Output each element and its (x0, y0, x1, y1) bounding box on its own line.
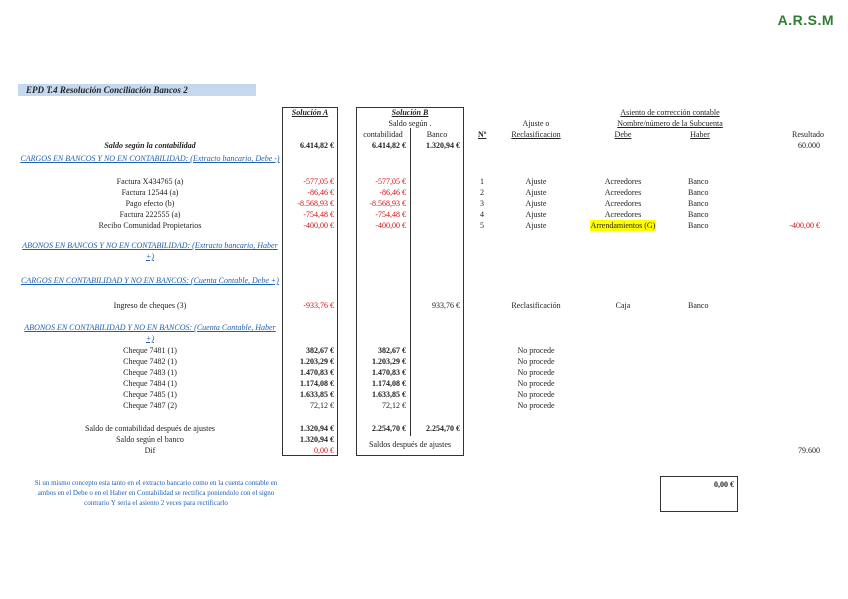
row-value-b: -8.568,93 € (369, 199, 406, 208)
row-right (474, 176, 826, 187)
saldos-desp-b: Saldos después de ajustes (369, 440, 451, 449)
saldo-banco-label: Saldo según el banco (116, 435, 184, 444)
row-value-a: -8.568,93 € (297, 199, 334, 208)
asiento-title: Asiento de corrección contable (620, 108, 720, 117)
rows1-right (474, 176, 826, 231)
saldo-desp-b1: 2.254,70 € (372, 424, 406, 433)
row-debe: Acreedores (604, 199, 642, 208)
row-value-b: -400,00 € (375, 221, 406, 230)
col-ajuste-2: Reclasificacion (511, 130, 561, 139)
row-resultado: -400,00 € (789, 221, 820, 230)
rows1-b (356, 176, 406, 231)
col-ajuste-1: Ajuste o (522, 119, 550, 128)
solucion-b-sub: Saldo según . (388, 119, 432, 128)
cheque-right (496, 345, 576, 411)
saldo-a: 6.414,82 € (300, 141, 334, 150)
row-right (474, 187, 826, 198)
cheque-value-a: 1.633,85 € (300, 390, 334, 399)
row-right (474, 198, 826, 209)
solucion-b-divider (410, 128, 411, 436)
cheque-ajuste: No procede (517, 346, 555, 355)
cheque-ajuste: No procede (517, 390, 555, 399)
row-ajuste: Ajuste (525, 188, 547, 197)
cheque-label: Cheque 7485 (1) (123, 390, 177, 399)
row-haber: Banco (688, 188, 709, 197)
row-value-a: -400,00 € (303, 221, 334, 230)
row-label: Factura X434765 (a) (116, 177, 184, 186)
row-label: Recibo Comunidad Propietarios (98, 221, 202, 230)
ingreso-a: -933,76 € (303, 301, 334, 310)
ingreso-debe: Caja (615, 301, 631, 310)
cheque-ajuste: No procede (517, 379, 555, 388)
row-num: 3 (480, 199, 484, 208)
row-debe: Acreedores (604, 210, 642, 219)
row-num: 1 (480, 177, 484, 186)
row-debe: Acreedores (604, 188, 642, 197)
solucion-a-header: Solución A (291, 108, 329, 117)
dif-label: Dif (144, 446, 156, 455)
row-num: 4 (480, 210, 484, 219)
col-resultado: Resultado (792, 130, 824, 139)
cheque-value-a: 382,67 € (306, 346, 334, 355)
saldo-desp-label: Saldo de contabilidad después de ajustes (85, 424, 215, 433)
cheque-labels (20, 345, 280, 411)
cheque-label: Cheque 7481 (1) (123, 346, 177, 355)
ingreso-ajuste: Reclasificación (511, 301, 561, 310)
cheque-label: Cheque 7487 (2) (123, 401, 177, 410)
row-value-b: -577,05 € (375, 177, 406, 186)
cheque-a (282, 345, 334, 411)
cheque-ajuste: No procede (517, 357, 555, 366)
section-cargos-banco: CARGOS EN BANCOS Y NO EN CONTABILIDAD: (Extracto bancario, Debe -) (20, 154, 280, 163)
saldo-b1: 6.414,82 € (372, 141, 406, 150)
cheque-ajuste: No procede (517, 368, 555, 377)
col-haber: Haber (690, 130, 710, 139)
saldo-label: Saldo según la contabilidad (104, 141, 196, 150)
row-num: 2 (480, 188, 484, 197)
row-ajuste: Ajuste (525, 210, 547, 219)
row-value-a: -754,48 € (303, 210, 334, 219)
row-haber: Banco (688, 221, 709, 230)
ingreso-b2: 933,76 € (432, 301, 460, 310)
row-value-b: -86,46 € (379, 188, 406, 197)
cheque-b (356, 345, 406, 411)
row-right (474, 209, 826, 220)
saldo-desp-b2: 2.254,70 € (426, 424, 460, 433)
row-ajuste: Ajuste (525, 199, 547, 208)
rows1-labels (20, 176, 280, 231)
cheque-value-b: 1.174,08 € (372, 379, 406, 388)
sheet-title: EPD T.4 Resolución Conciliación Bancos 2 (18, 84, 256, 96)
asiento-sub: Nombre/número de la Subcuenta (617, 119, 723, 128)
logo-text: A.R.S.M (777, 12, 834, 28)
saldo-desp-a: 1.320,94 € (300, 424, 334, 433)
saldo-banco-a: 1.320,94 € (300, 435, 334, 444)
row-haber: Banco (688, 199, 709, 208)
cheque-value-b: 1.203,29 € (372, 357, 406, 366)
rows1-a (282, 176, 334, 231)
resultado-top: 60.000 (798, 141, 820, 150)
cheque-ajuste: No procede (517, 401, 555, 410)
row-label: Factura 222555 (a) (119, 210, 181, 219)
col-debe: Debe (614, 130, 632, 139)
dif-a: 0,00 € (314, 446, 334, 455)
row-ajuste: Ajuste (525, 177, 547, 186)
row-label: Factura 12544 (a) (121, 188, 179, 197)
resultado-bottom: 79.600 (798, 446, 820, 455)
cheque-value-b: 72,12 € (382, 401, 406, 410)
row-value-a: -86,46 € (307, 188, 334, 197)
cheque-label: Cheque 7484 (1) (123, 379, 177, 388)
row-debe: Arrendamientos (G) (590, 221, 656, 230)
cheque-value-a: 1.470,83 € (300, 368, 334, 377)
row-debe: Acreedores (604, 177, 642, 186)
row-value-a: -577,05 € (303, 177, 334, 186)
solucion-b-header: Solución B (391, 108, 429, 117)
ingreso-haber: Banco (688, 301, 709, 310)
saldo-b2: 1.320,94 € (426, 141, 460, 150)
row-ajuste: Ajuste (525, 221, 547, 230)
cheque-value-b: 1.633,85 € (372, 390, 406, 399)
section-abonos-contab: ABONOS EN CONTABILIDAD Y NO EN BANCOS: (Cuenta Contable, Haber +) (24, 323, 276, 343)
cheque-value-a: 1.203,29 € (300, 357, 334, 366)
cheque-value-b: 382,67 € (378, 346, 406, 355)
section-abonos-banco: ABONOS EN BANCOS Y NO EN CONTABILIDAD: (Extracto bancario, Haber +) (22, 241, 278, 261)
explanatory-note: Si un mismo concepto esta tanto en el extracto bancario como en la cuenta contable en ambos en el Debe o en el Haber en Contabilidad se rectifica poniendolo con el signo contrario Y seria el asiento 2 veces para rectificarlo (34, 479, 278, 507)
cheque-value-a: 1.174,08 € (300, 379, 334, 388)
solucion-b-col1: contabilidad (363, 130, 403, 139)
row-label: Pago efecto (b) (125, 199, 175, 208)
cheque-label: Cheque 7483 (1) (123, 368, 177, 377)
row-num: 5 (480, 221, 484, 230)
row-right (474, 220, 826, 231)
result-box: 0,00 € (660, 476, 738, 512)
row-haber: Banco (688, 210, 709, 219)
ingreso-label: Ingreso de cheques (3) (113, 301, 187, 310)
col-num-header: Nº (478, 130, 487, 139)
cheque-label: Cheque 7482 (1) (123, 357, 177, 366)
section-cargos-contab: CARGOS EN CONTABILIDAD Y NO EN BANCOS: (Cuenta Contable, Debe +) (21, 276, 279, 285)
row-haber: Banco (688, 177, 709, 186)
row-value-b: -754,48 € (375, 210, 406, 219)
cheque-value-a: 72,12 € (310, 401, 334, 410)
solucion-b-col2: Banco (426, 130, 448, 139)
cheque-value-b: 1.470,83 € (372, 368, 406, 377)
